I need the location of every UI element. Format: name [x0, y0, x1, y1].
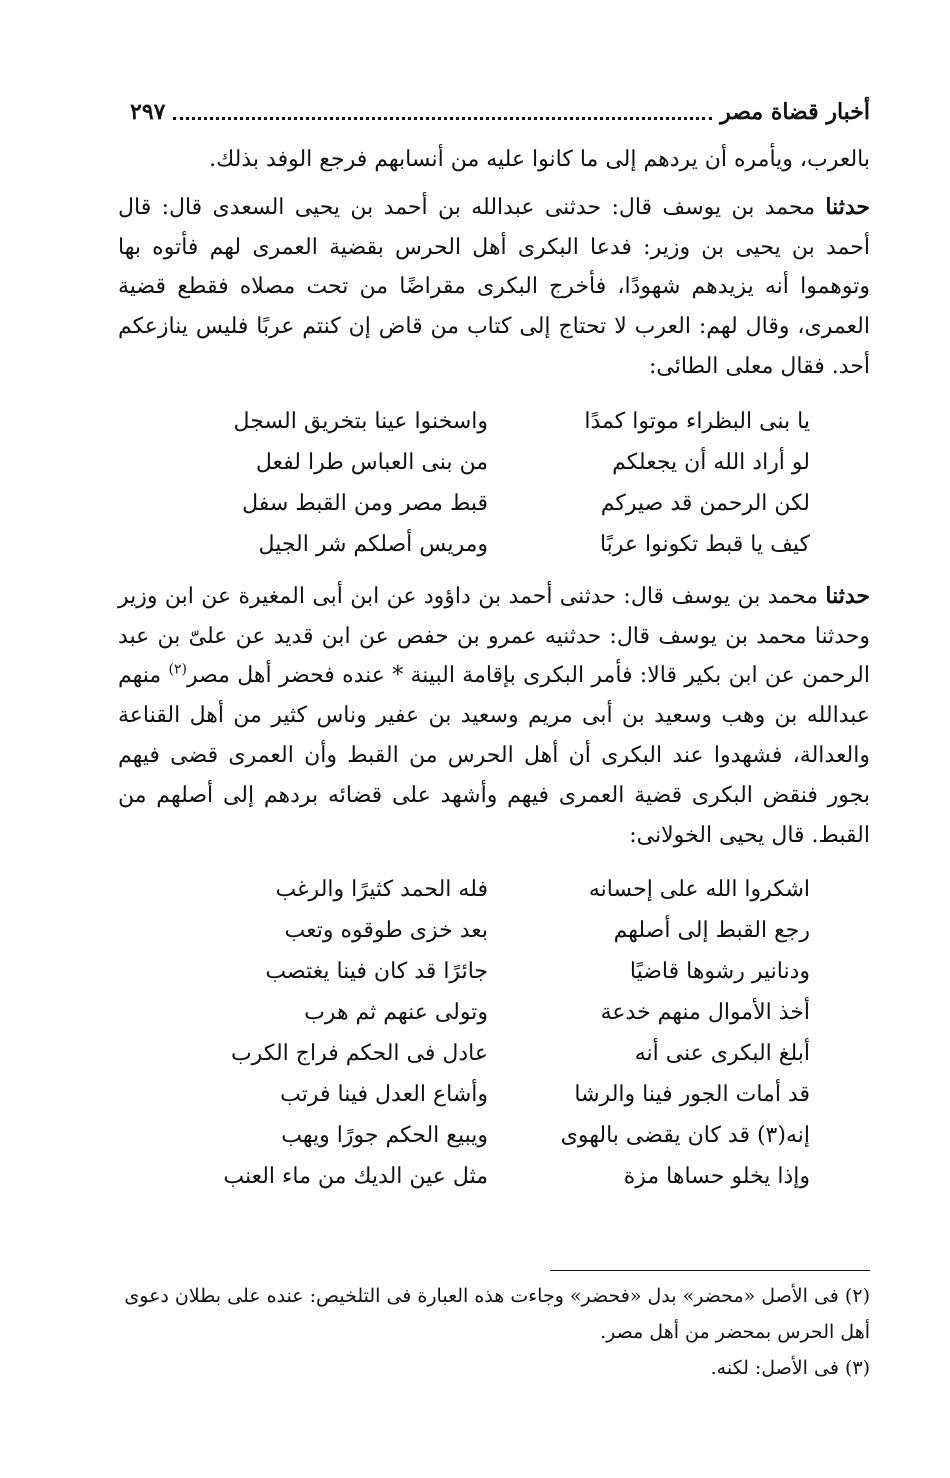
- verse-second-hemistich: واسخنوا عينا بتخريق السجل: [233, 408, 488, 434]
- verse-second-hemistich: وتولى عنهم ثم هرب: [304, 1000, 488, 1026]
- verse-second-hemistich: جائرًا قد كان فينا يغتصب: [265, 959, 488, 985]
- page-number: ٢٩٧: [130, 99, 166, 125]
- footnotes: [118, 1278, 870, 1386]
- verse-first-hemistich: أبلغ البكرى عنى أنه: [634, 1041, 810, 1067]
- paragraph-continuation: بالعرب، ويأمره أن يردهم إلى ما كانوا عليه من أنسابهم فرجع الوفد بذلك.: [209, 147, 870, 172]
- paragraph-2-text-a: محمد بن يوسف قال: حدثنى أحمد بن داؤود عن ابن أبى المغيرة عن ابن وزير وحدثنا محمد بن يوسف قال: حدثنيه عمرو بن حفص عن ابن قديد عن علىّ بن عبد الرحمن عن ابن بكير قالا: فأمر البكرى بإقامة البينة * عنده فحضر أهل مصر: [118, 583, 871, 689]
- verse: [188, 442, 810, 483]
- verse-second-hemistich: ومريس أصلكم شر الجيل: [258, 531, 488, 557]
- verse-first-hemistich: كيف يا قبط تكونوا عربًا: [599, 531, 810, 557]
- verse-second-hemistich: قبط مصر ومن القبط سفل: [242, 490, 488, 516]
- verse-first-hemistich: وإذا يخلو حساها مزة: [623, 1164, 810, 1190]
- verse-first-hemistich: لكن الرحمن قد صيركم: [600, 490, 810, 516]
- verse-second-hemistich: مثل عين الديك من ماء العنب: [223, 1164, 488, 1190]
- verse: [188, 401, 810, 442]
- verse: [188, 910, 810, 951]
- verse-second-hemistich: وأشاع العدل فينا فرتب: [280, 1082, 488, 1108]
- paragraph-lead-word: حدثنا: [825, 582, 870, 609]
- verse-second-hemistich: فله الحمد كثيرًا والرغب: [275, 877, 488, 903]
- footnote-marker: (٢): [168, 662, 187, 679]
- verse-second-hemistich: من بنى العباس طرا لفعل: [255, 449, 488, 475]
- verse: [188, 524, 810, 565]
- verse-second-hemistich: عادل فى الحكم فراج الكرب: [230, 1041, 488, 1067]
- running-header: [130, 92, 870, 132]
- verse: [188, 951, 810, 992]
- footnote-2: (٢) فى الأصل «محضر» بدل «فحضر» وجاءت هذه العبارة فى التلخيص: عنده على بطلان دعوى أهل الحرس بمحضر من أهل مصر.: [124, 1285, 870, 1343]
- header-leader-dots: [173, 117, 712, 120]
- paragraph-2: [118, 577, 870, 856]
- verse-second-hemistich: ويبيع الحكم جورًا ويهب: [281, 1123, 488, 1149]
- footnote-divider: [550, 1270, 870, 1271]
- paragraph-2-text-b: منهم عبدالله بن وهب وسعيد بن أبى مريم وسعيد بن عفير وناس كثير من أهل القناعة والعدالة، فشهدوا عند البكرى أن أهل الحرس من القبط وأن العمرى قضى فيهم بجور فنقض البكرى قضية العمرى فيهم وأشهد على قضائه بردهم إلى أصلهم من القبط. قال يحيى الخولانى:: [118, 663, 870, 848]
- verse-first-hemistich: أخذ الأموال منهم خدعة: [600, 1000, 810, 1026]
- verse: [188, 1033, 810, 1074]
- verse-first-hemistich: لو أراد الله أن يجعلكم: [612, 449, 810, 475]
- footnote-3: (٣) فى الأصل: لكنه.: [710, 1357, 870, 1379]
- verse: [188, 1115, 810, 1156]
- poem-2: [118, 869, 870, 1197]
- verse: [188, 992, 810, 1033]
- verse-first-hemistich: قد أمات الجور فينا والرشا: [574, 1082, 810, 1108]
- paragraph-lead-word: حدثنا: [825, 193, 870, 220]
- header-title: أخبار قضاة مصر: [720, 99, 870, 125]
- verse-first-hemistich: يا بنى البظراء موتوا كمدًا: [584, 408, 810, 434]
- verse-first-hemistich: ودنانير رشوها قاضيًا: [629, 959, 810, 985]
- verse-first-hemistich: اشكروا الله على إحسانه: [588, 877, 810, 903]
- verse: [188, 1074, 810, 1115]
- verse-first-hemistich: إنه(٣) قد كان يقضى بالهوى: [560, 1123, 810, 1149]
- verse-second-hemistich: بعد خزى طوقوه وتعب: [284, 918, 488, 944]
- main-text: [118, 140, 870, 1209]
- paragraph-1-text: محمد بن يوسف قال: حدثنى عبدالله بن أحمد بن يحيى السعدى قال: قال أحمد بن يحيى بن وزير: فدعا البكرى أهل الحرس بقضية العمرى لهم فأتوه بها وتوهموا أنه يزيدهم شهودًا، فأخرج البكرى مقراضًا من تحت مصلاه فقطع قضية العمرى، وقال لهم: العرب لا تحتاج إلى كتاب من قاض إن كنتم عربًا فليس ينازعكم أحد. فقال معلى الطائى:: [118, 194, 871, 379]
- poem-1: [118, 401, 870, 565]
- verse: [188, 483, 810, 524]
- verse: [188, 1156, 810, 1197]
- paragraph-1: [118, 188, 870, 387]
- verse: [188, 869, 810, 910]
- verse-first-hemistich: رجع القبط إلى أصلهم: [613, 918, 810, 944]
